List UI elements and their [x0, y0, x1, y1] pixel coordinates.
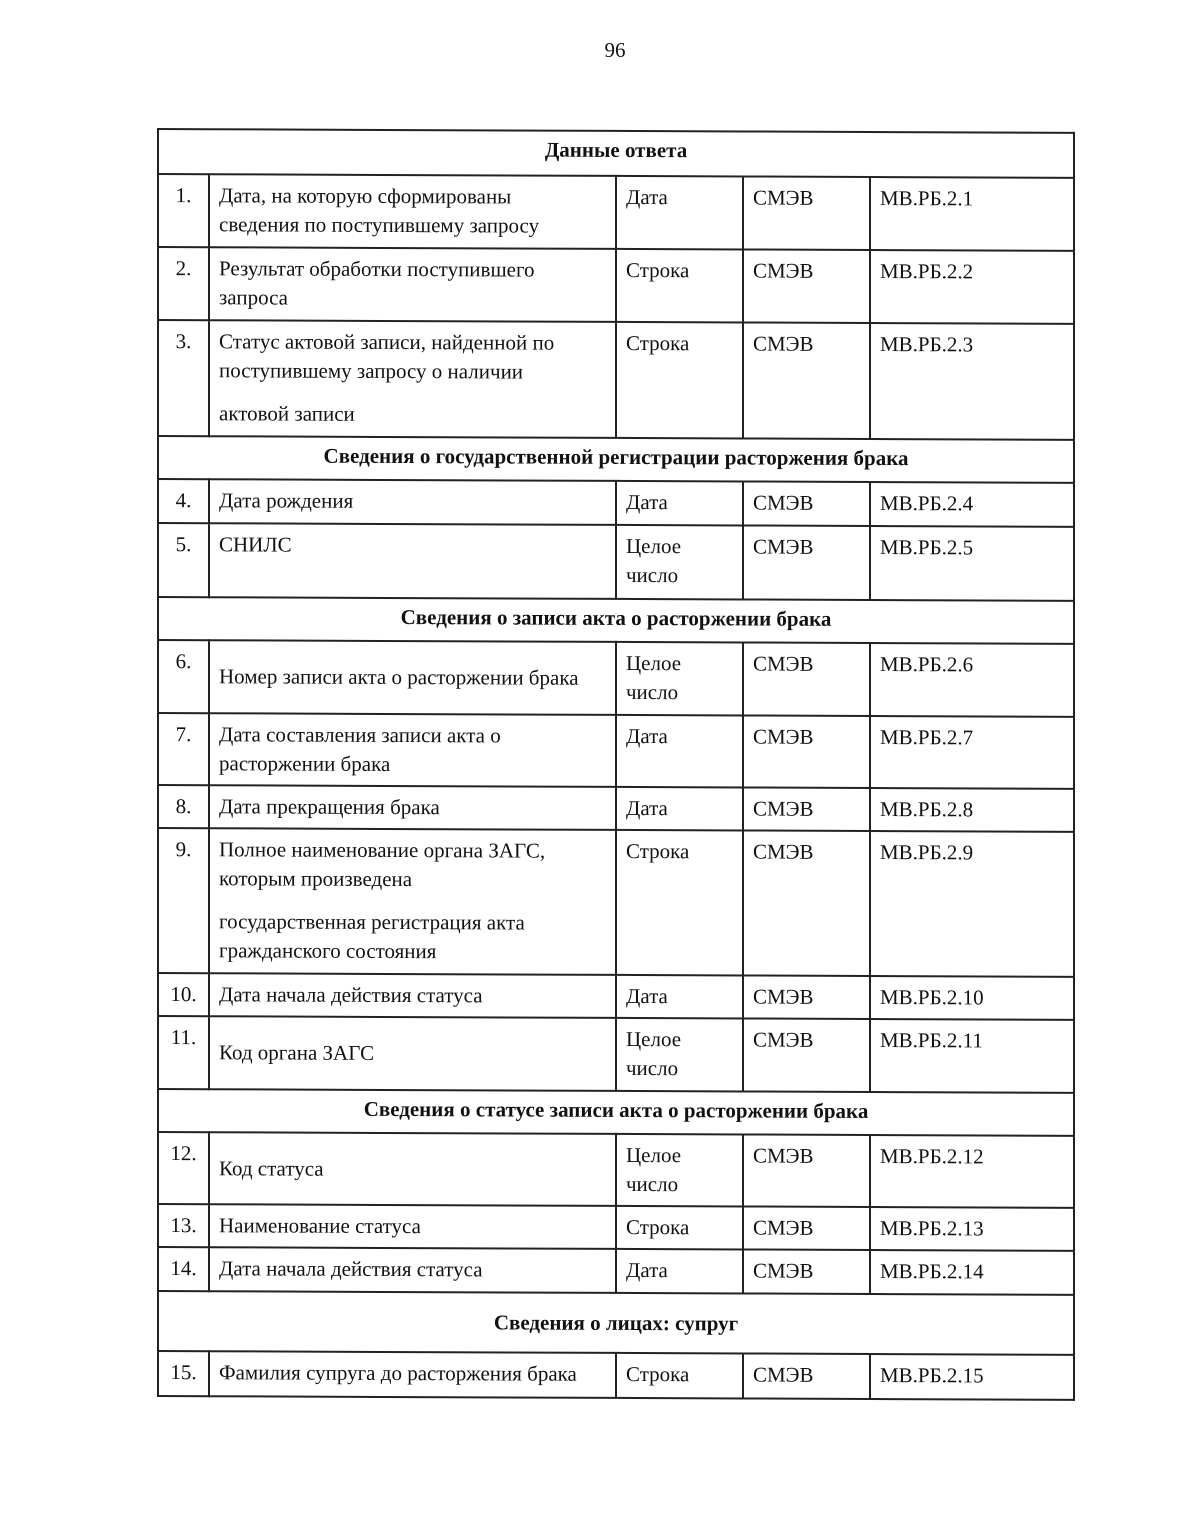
field-name-line: Наименование статуса: [219, 1213, 421, 1239]
data-fields-table: [157, 128, 1075, 1401]
field-name: [209, 1351, 616, 1398]
field-name-line: Дата рождения: [219, 488, 354, 513]
field-name-line: государственная регистрация акта: [219, 909, 525, 935]
field-name: [209, 523, 616, 599]
field-type-line: Целое: [626, 650, 682, 676]
field-type-line: Целое: [626, 1026, 682, 1052]
field-name-line: Фамилия супруга до расторжения брака: [219, 1360, 577, 1386]
field-source: СМЭВ: [743, 1353, 870, 1399]
field-type: Строка: [616, 830, 743, 976]
field-type: [616, 1134, 743, 1207]
table-row: [158, 973, 1074, 1020]
row-number: 7.: [158, 713, 209, 785]
field-type: Строка: [616, 1206, 743, 1250]
field-source: СМЭВ: [743, 1249, 870, 1294]
field-type: Дата: [616, 715, 743, 788]
field-code: МВ.РБ.2.10: [870, 976, 1074, 1020]
field-name-line: расторжении брака: [219, 751, 391, 776]
section-header-row: [158, 1089, 1074, 1136]
table-row: [158, 247, 1074, 324]
field-code: МВ.РБ.2.2: [870, 250, 1074, 324]
section-header-row: [158, 597, 1074, 644]
field-type-line: число: [626, 1055, 679, 1081]
field-name-line: Код органа ЗАГС: [219, 1040, 375, 1065]
field-source: СМЭВ: [743, 715, 870, 788]
section-header-row: [158, 129, 1074, 178]
field-name: [209, 713, 616, 787]
row-number: 13.: [158, 1204, 209, 1247]
section-title: Сведения о государственной регистрации расторжения брака: [158, 436, 1074, 483]
field-name-line: запроса: [219, 285, 288, 310]
field-source: СМЭВ: [743, 481, 870, 526]
section-title: Сведения о лицах: супруг: [158, 1291, 1074, 1355]
field-source: СМЭВ: [743, 249, 870, 323]
section-title: Сведения о статусе записи акта о расторжении брака: [158, 1089, 1074, 1136]
field-name-line: СНИЛС: [219, 532, 292, 557]
field-name-line: Номер записи акта о расторжении брака: [219, 664, 579, 690]
field-code: МВ.РБ.2.3: [870, 323, 1074, 440]
table-row: [158, 320, 1074, 440]
field-code: МВ.РБ.2.4: [870, 482, 1074, 527]
field-source: СМЭВ: [743, 525, 870, 600]
field-source: СМЭВ: [743, 1134, 870, 1207]
field-name-line: Статус актовой записи, найденной по: [219, 329, 555, 355]
field-name-line: актовой записи: [219, 401, 355, 426]
field-code: МВ.РБ.2.13: [870, 1207, 1074, 1251]
field-code: МВ.РБ.2.12: [870, 1135, 1074, 1208]
field-type: Строка: [616, 322, 743, 439]
table-row: [158, 785, 1074, 832]
field-name-line: Результат обработки поступившего: [219, 256, 535, 282]
field-type: Дата: [616, 787, 743, 831]
field-name-line: которым произведена: [219, 866, 413, 892]
field-name: [209, 1132, 616, 1206]
field-name-line: Дата, на которую сформированы: [219, 183, 512, 209]
field-source: СМЭВ: [743, 830, 870, 976]
row-number: 3.: [158, 320, 209, 436]
field-code: МВ.РБ.2.15: [870, 1354, 1074, 1400]
section-header-row: [158, 436, 1074, 483]
field-code: МВ.РБ.2.8: [870, 788, 1074, 832]
field-type-line: число: [626, 679, 679, 705]
field-code: МВ.РБ.2.9: [870, 831, 1074, 977]
table-row: [158, 713, 1074, 789]
field-name-line: Дата начала действия статуса: [219, 1256, 483, 1282]
field-source: СМЭВ: [743, 642, 870, 716]
field-name: [209, 973, 616, 1018]
field-code: МВ.РБ.2.14: [870, 1250, 1074, 1295]
row-number: 8.: [158, 785, 209, 828]
field-name: [209, 479, 616, 525]
field-source: СМЭВ: [743, 787, 870, 831]
table-row: [158, 174, 1074, 251]
field-name: [209, 247, 616, 322]
field-type: Дата: [616, 975, 743, 1019]
field-code: МВ.РБ.2.1: [870, 177, 1074, 251]
field-type: Дата: [616, 481, 743, 526]
field-name: [209, 640, 616, 715]
field-type-line: Целое: [626, 1142, 682, 1168]
section-title: Сведения о записи акта о расторжении брака: [158, 597, 1074, 644]
field-name-line: Код статуса: [219, 1155, 324, 1181]
table-row: [158, 1351, 1074, 1400]
field-name: [209, 320, 616, 438]
table-row: [158, 828, 1074, 977]
table-row: [158, 1204, 1074, 1251]
row-number: 5.: [158, 523, 209, 597]
field-type: Строка: [616, 249, 743, 323]
field-type: [616, 642, 743, 716]
table-row: [158, 523, 1074, 601]
row-number: 2.: [158, 247, 209, 320]
table-row: [158, 1247, 1074, 1295]
row-number: 11.: [158, 1016, 209, 1089]
field-name-line: Дата начала действия статуса: [219, 982, 483, 1008]
field-name-line: гражданского состояния: [219, 938, 437, 964]
field-code: МВ.РБ.2.11: [870, 1019, 1074, 1093]
row-number: 15.: [158, 1351, 209, 1396]
row-number: 10.: [158, 973, 209, 1016]
row-number: 9.: [158, 828, 209, 973]
field-name-line: Дата составления записи акта о: [219, 722, 501, 748]
row-number: 14.: [158, 1247, 209, 1291]
field-name: [209, 1016, 616, 1091]
field-code: МВ.РБ.2.6: [870, 643, 1074, 717]
table-row: [158, 1016, 1074, 1093]
field-type: Дата: [616, 1249, 743, 1294]
field-type: [616, 1018, 743, 1092]
field-source: СМЭВ: [743, 322, 870, 439]
field-source: СМЭВ: [743, 176, 870, 250]
field-type-line: число: [626, 562, 679, 588]
field-name-line: поступившему запросу о наличии: [219, 358, 524, 384]
table-row: [158, 479, 1074, 527]
section-title: Данные ответа: [158, 129, 1074, 178]
field-code: МВ.РБ.2.7: [870, 716, 1074, 789]
field-code: МВ.РБ.2.5: [870, 526, 1074, 601]
table-row: [158, 1132, 1074, 1208]
row-number: 6.: [158, 640, 209, 713]
field-type-line: Целое: [626, 533, 682, 559]
row-number: 4.: [158, 479, 209, 523]
section-header-row: [158, 1291, 1074, 1355]
row-number: 12.: [158, 1132, 209, 1204]
field-source: СМЭВ: [743, 1206, 870, 1250]
field-type: Строка: [616, 1353, 743, 1399]
field-name: [209, 1247, 616, 1293]
field-name: [209, 785, 616, 830]
field-type: Дата: [616, 176, 743, 250]
page-number: 96: [604, 38, 626, 62]
field-source: СМЭВ: [743, 1018, 870, 1092]
row-number: 1.: [158, 174, 209, 247]
field-type: [616, 525, 743, 600]
field-name: [209, 828, 616, 975]
field-name-line: Дата прекращения брака: [219, 794, 440, 820]
field-name-line: сведения по поступившему запросу: [219, 212, 540, 238]
field-source: СМЭВ: [743, 975, 870, 1019]
field-name: [209, 1204, 616, 1249]
table-row: [158, 640, 1074, 717]
field-name-line: Полное наименование органа ЗАГС,: [219, 837, 546, 863]
field-type-line: число: [626, 1171, 679, 1197]
field-name: [209, 174, 616, 249]
